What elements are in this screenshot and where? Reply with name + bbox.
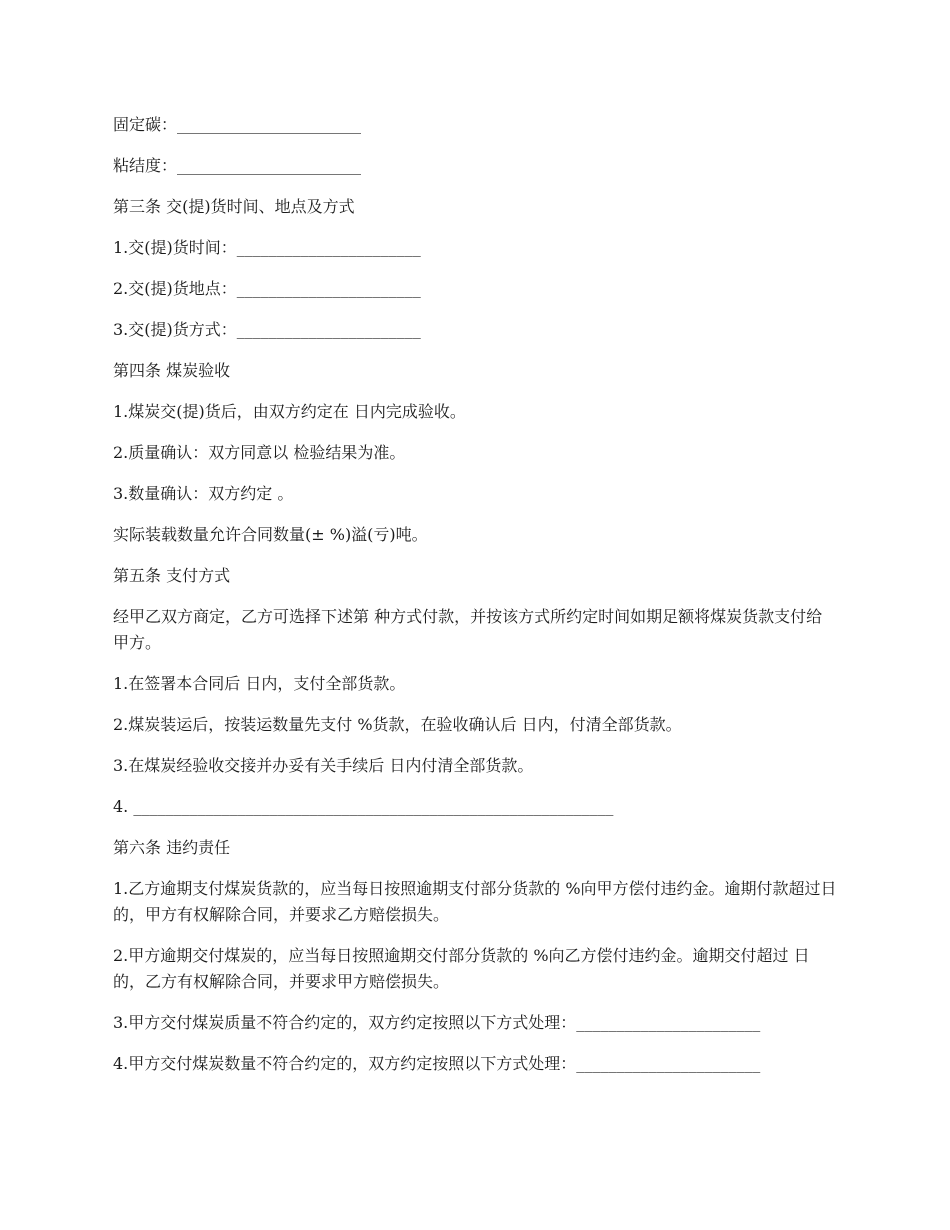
paragraph-delivery-place: 2.交(提)货地点：_______________________ bbox=[113, 279, 421, 298]
paragraph-payment-option-2: 2.煤炭装运后，按装运数量先支付 %货款，在验收确认后 日内，付清全部货款。 bbox=[113, 715, 682, 734]
heading-article-5: 第五条 支付方式 bbox=[113, 566, 231, 585]
paragraph-quantity-confirmation: 3.数量确认：双方约定 。 bbox=[113, 484, 294, 503]
paragraph-payment-intro: 经甲乙双方商定，乙方可选择下述第 种方式付款，并按该方式所约定时间如期足额将煤炭货款支付给甲方。 bbox=[113, 607, 823, 652]
paragraph-caking-index: 粘结度：_______________________ bbox=[113, 156, 362, 175]
paragraph-fixed-carbon: 固定碳：_______________________ bbox=[113, 115, 362, 134]
paragraph-delivery-time: 1.交(提)货时间：_______________________ bbox=[113, 238, 421, 257]
paragraph-liability-2: 2.甲方逾期交付煤炭的，应当每日按照逾期交付部分货款的 %向乙方偿付违约金。逾期交付超过 日的，乙方有权解除合同，并要求甲方赔偿损失。 bbox=[113, 946, 810, 991]
paragraph-payment-option-1: 1.在签署本合同后 日内，支付全部货款。 bbox=[113, 674, 406, 693]
paragraph-acceptance-period: 1.煤炭交(提)货后，由双方约定在 日内完成验收。 bbox=[113, 402, 466, 421]
paragraph-quality-confirmation: 2.质量确认：双方同意以 检验结果为准。 bbox=[113, 443, 406, 462]
paragraph-payment-option-3: 3.在煤炭经验收交接并办妥有关手续后 日内付清全部货款。 bbox=[113, 756, 534, 775]
heading-article-4: 第四条 煤炭验收 bbox=[113, 361, 231, 380]
paragraph-liability-1: 1.乙方逾期支付煤炭货款的，应当每日按照逾期支付部分货款的 %向甲方偿付违约金。逾期付款超过日的，甲方有权解除合同，并要求乙方赔偿损失。 bbox=[113, 879, 837, 924]
heading-article-6: 第六条 违约责任 bbox=[113, 838, 231, 857]
paragraph-delivery-method: 3.交(提)货方式：_______________________ bbox=[113, 320, 421, 339]
paragraph-tolerance: 实际装载数量允许合同数量(± %)溢(亏)吨。 bbox=[113, 525, 428, 544]
paragraph-liability-3: 3.甲方交付煤炭质量不符合约定的，双方约定按照以下方式处理：_______________________ bbox=[113, 1013, 761, 1032]
document-body bbox=[113, 112, 837, 1092]
heading-article-3: 第三条 交(提)货时间、地点及方式 bbox=[113, 197, 355, 216]
paragraph-payment-option-4: 4. ____________________________________________________________ bbox=[113, 797, 614, 816]
paragraph-liability-4: 4.甲方交付煤炭数量不符合约定的，双方约定按照以下方式处理：_______________________ bbox=[113, 1054, 761, 1073]
